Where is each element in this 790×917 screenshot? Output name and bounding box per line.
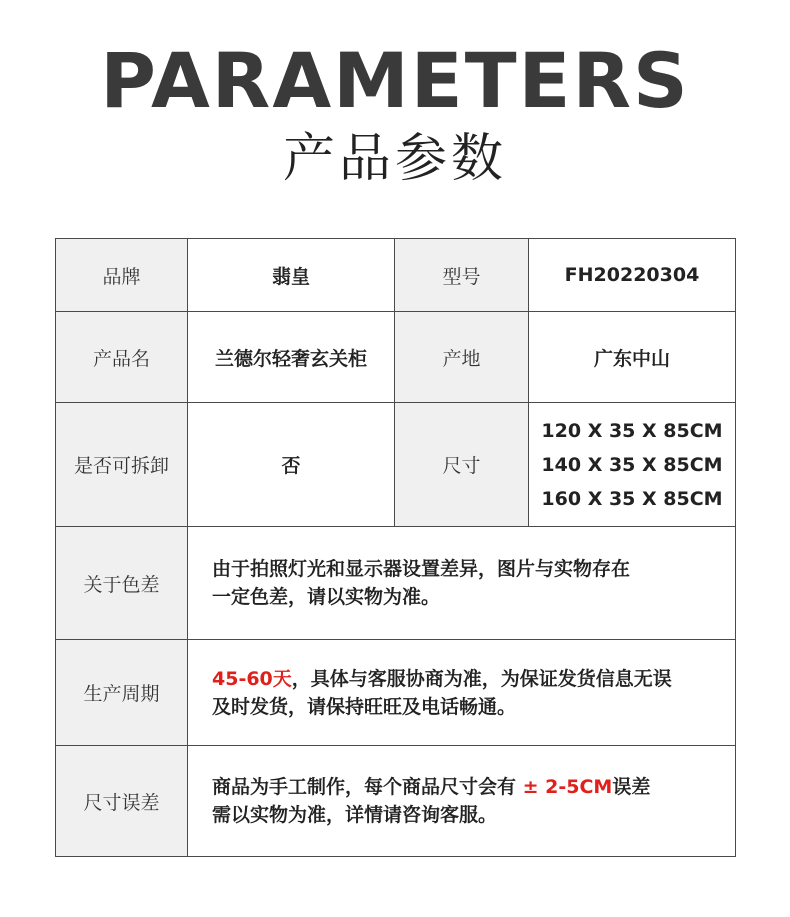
color-difference-line2: 一定色差，请以实物为准。 [212, 586, 441, 608]
page-title-en: PARAMETERS [100, 36, 690, 125]
color-difference-label: 关于色差 [56, 527, 188, 640]
model-label: 型号 [395, 239, 529, 312]
table-row-size-tolerance [56, 746, 736, 857]
production-cycle-text [188, 640, 736, 746]
detachable-value: 否 [188, 403, 395, 527]
origin-label: 产地 [395, 312, 529, 403]
color-difference-line1: 由于拍照灯光和显示器设置差异，图片与实物存在 [212, 558, 631, 580]
product-name-value: 兰德尔轻奢玄关柜 [188, 312, 395, 403]
product-name-label: 产品名 [56, 312, 188, 403]
table-row-product [56, 312, 736, 403]
tolerance-highlight: ± 2-5CM [516, 776, 613, 798]
brand-value: 翡皇 [188, 239, 395, 312]
size-tolerance-label: 尺寸误差 [56, 746, 188, 857]
size-tolerance-text [188, 746, 736, 857]
production-days-highlight: 45-60天 [212, 667, 292, 690]
detachable-label: 是否可拆卸 [56, 403, 188, 527]
table-row-production-cycle [56, 640, 736, 746]
table-row-color-difference [56, 527, 736, 640]
production-cycle-label: 生产周期 [56, 640, 188, 746]
production-cycle-line1-rest: ，具体与客服协商为准，为保证发货信息无误 [291, 667, 672, 690]
table-row-detachable [56, 403, 736, 527]
size-tolerance-line1 [212, 773, 727, 801]
origin-value: 广东中山 [529, 312, 736, 403]
size-tolerance-line1-post: 误差 [612, 776, 651, 798]
table-row-brand [56, 239, 736, 312]
size-label: 尺寸 [395, 403, 529, 527]
brand-label: 品牌 [56, 239, 188, 312]
size-tolerance-line1-pre: 商品为手工制作，每个商品尺寸会有 [212, 776, 517, 798]
model-value: FH20220304 [529, 239, 736, 312]
size-values [529, 403, 736, 527]
production-cycle-line1 [212, 665, 727, 693]
production-cycle-line2: 及时发货，请保持旺旺及电话畅通。 [212, 695, 517, 718]
page-title-cn: 产品参数 [282, 129, 507, 189]
size-option: 140 X 35 X 85CM [541, 453, 723, 476]
size-option: 120 X 35 X 85CM [541, 419, 723, 442]
parameters-table [55, 238, 736, 857]
color-difference-text [188, 527, 736, 640]
size-tolerance-line2: 需以实物为准，详情请咨询客服。 [212, 804, 498, 826]
size-option: 160 X 35 X 85CM [541, 487, 723, 510]
